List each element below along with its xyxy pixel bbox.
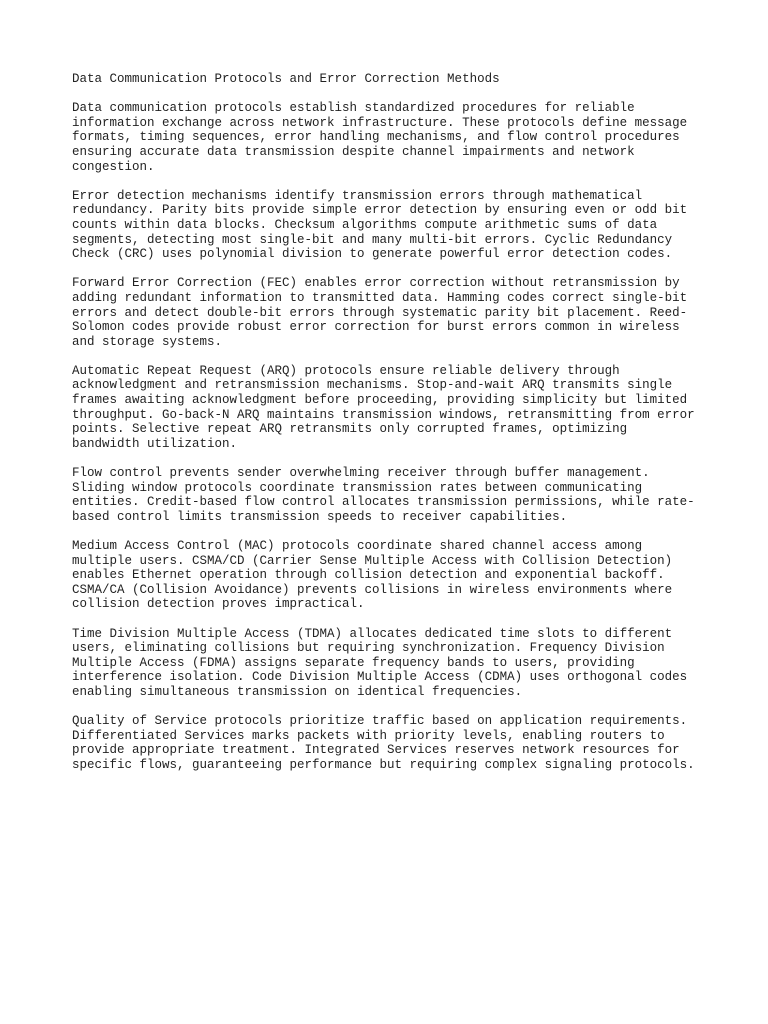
text-line: Automatic Repeat Request (ARQ) protocols ensure reliable delivery through xyxy=(72,363,620,378)
document-body xyxy=(72,101,712,772)
text-line: Flow control prevents sender overwhelming receiver through buffer management. xyxy=(72,466,650,481)
document-title: Data Communication Protocols and Error Correction Methods xyxy=(72,72,500,86)
text-line: bandwidth utilization. xyxy=(72,436,238,451)
text-line: and storage systems. xyxy=(72,334,223,349)
text-line: points. Selective repeat ARQ retransmits only corrupted frames, optimizing xyxy=(72,422,628,437)
text-line: Multiple Access (FDMA) assigns separate frequency bands to users, providing xyxy=(72,655,635,670)
text-line: errors and detect double-bit errors through systematic parity bit placement. Reed- xyxy=(72,305,688,320)
text-line: CSMA/CA (Collision Avoidance) prevents collisions in wireless environments where xyxy=(72,582,673,597)
text-line: formats, timing sequences, error handling mechanisms, and flow control procedures xyxy=(72,130,680,145)
paragraph xyxy=(72,364,712,452)
text-line: Sliding window protocols coordinate transmission rates between communicating xyxy=(72,480,643,495)
text-line: based control limits transmission speeds to receiver capabilities. xyxy=(72,509,568,524)
text-line: Error detection mechanisms identify transmission errors through mathematical xyxy=(72,188,643,203)
text-line: entities. Credit-based flow control allocates transmission permissions, while rate- xyxy=(72,495,695,510)
text-line: counts within data blocks. Checksum algorithms compute arithmetic sums of data xyxy=(72,217,658,232)
text-line: multiple users. CSMA/CD (Carrier Sense Multiple Access with Collision Detection) xyxy=(72,553,673,568)
text-line: interference isolation. Code Division Multiple Access (CDMA) uses orthogonal codes xyxy=(72,670,688,685)
text-line: segments, detecting most single-bit and many multi-bit errors. Cyclic Redundancy xyxy=(72,232,673,247)
paragraph xyxy=(72,714,712,772)
text-line: Quality of Service protocols prioritize traffic based on application requirements. xyxy=(72,714,688,729)
text-line: Solomon codes provide robust error correction for burst errors common in wireless xyxy=(72,320,680,335)
paragraph xyxy=(72,539,712,612)
text-line: Data communication protocols establish standardized procedures for reliable xyxy=(72,101,635,116)
text-line: Time Division Multiple Access (TDMA) allocates dedicated time slots to different xyxy=(72,626,673,641)
text-line: redundancy. Parity bits provide simple error detection by ensuring even or odd bit xyxy=(72,203,688,218)
text-line: throughput. Go-back-N ARQ maintains transmission windows, retransmitting from error xyxy=(72,407,695,422)
text-line: collision detection proves impractical. xyxy=(72,597,365,612)
paragraph xyxy=(72,189,712,262)
text-line: acknowledgment and retransmission mechanisms. Stop-and-wait ARQ transmits single xyxy=(72,378,673,393)
text-line: ensuring accurate data transmission despite channel impairments and network xyxy=(72,144,635,159)
text-line: users, eliminating collisions but requiring synchronization. Frequency Division xyxy=(72,641,665,656)
paragraph xyxy=(72,466,712,524)
text-line: provide appropriate treatment. Integrated Services reserves network resources for xyxy=(72,743,680,758)
text-line: information exchange across network infrastructure. These protocols define message xyxy=(72,115,688,130)
text-line: Medium Access Control (MAC) protocols coordinate shared channel access among xyxy=(72,539,643,553)
paragraph xyxy=(72,101,712,174)
text-line: enables Ethernet operation through collision detection and exponential backoff. xyxy=(72,568,665,583)
text-line: Forward Error Correction (FEC) enables error correction without retransmission by xyxy=(72,276,680,291)
document-page xyxy=(72,72,712,787)
text-line: Check (CRC) uses polynomial division to generate powerful error detection codes. xyxy=(72,247,673,262)
text-line: enabling simultaneous transmission on identical frequencies. xyxy=(72,684,523,699)
text-line: Differentiated Services marks packets with priority levels, enabling routers to xyxy=(72,728,665,743)
paragraph xyxy=(72,627,712,700)
paragraph xyxy=(72,276,712,349)
text-line: congestion. xyxy=(72,159,155,174)
text-line: specific flows, guaranteeing performance but requiring complex signaling protocols. xyxy=(72,757,695,772)
text-line: frames awaiting acknowledgment before proceeding, providing simplicity but limited xyxy=(72,393,688,408)
text-line: adding redundant information to transmitted data. Hamming codes correct single-bit xyxy=(72,290,688,305)
